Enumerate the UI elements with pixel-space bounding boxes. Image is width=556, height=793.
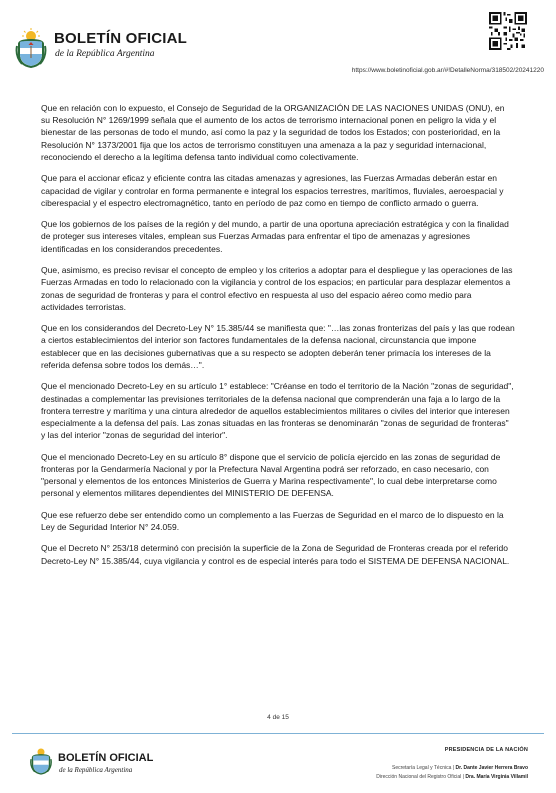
paragraph: Que el mencionado Decreto-Ley en su artículo 8° dispone que el servicio de policía ejercido en las zonas de seguridad de fronteras por la Gendarmería Nacional y por la Prefectura Naval Argentina podrá ser reforzado, en caso necesario, con "personal y elementos de los entonces Ministerios de Guerra y Marina respectivamente", lo cual debe interpretarse como personal y elementos militares dependientes del MINISTERIO DE DEFENSA. (41, 451, 501, 499)
paragraph: Que para el accionar eficaz y eficiente contra las citadas amenazas y agresiones, las Fuerzas Armadas deberán estar en capacidad de vigilar y controlar en forma permanente e integral los espacios terrestres, marítimos, fluviales, aeroespacial y ciberespacial y el espectro electromagnético, tanto en período de paz como en tiempo de conflicto armado o guerra. (41, 173, 504, 208)
footer-title: BOLETÍN OFICIAL (58, 752, 154, 764)
footer-subtitle: de la República Argentina (59, 766, 133, 774)
document-body (41, 102, 515, 576)
page-header (0, 0, 556, 80)
brand-subtitle: de la República Argentina (55, 49, 155, 59)
paragraph: Que los gobiernos de los países de la región y del mundo, a partir de una oportuna apreciación estratégica y con la finalidad de proteger sus intereses vitales, emplean sus Fuerzas Armadas para enfrentar el tipo de amenazas y agresiones identificadas en los considerandos precedentes. (41, 219, 509, 254)
credit-unit: Secretaría Legal y Técnica | (391, 765, 455, 771)
paragraph: Que en los considerandos del Decreto-Ley N° 15.385/44 se manifiesta que: "…las zonas fronterizas del país y las que rodean a ciertos establecimientos del interior son factores fundamentales de la defensa nacional, circunstancia que impone establecer que en las decisiones gubernativas que a su respecto se adopten deberán tener primacía los intereses de la referida defensa sobre todos los demás…". (41, 323, 515, 370)
credit-name: Dra. María Virginia Villamil (465, 774, 528, 780)
paragraph: Que el mencionado Decreto-Ley en su artículo 1° establece: "Créanse en todo el territorio de la Nación "zonas de seguridad", destinadas a complementar las previsiones territoriales de la defensa nacional que comprenderán una faja a lo largo de la frontera terrestre y marítima y una cintura alrededor de aquellos establecimientos militares o civiles del interior que interesen especialmente a la defensa del país. Las zonas situadas en las fronteras se denominarán "zonas de seguridad de fronteras" y las del interior "zonas de seguridad del interior". (41, 381, 514, 441)
document-url[interactable]: https://www.boletinoficial.gob.ar/#!DetalleNorma/318502/20241220 (351, 67, 544, 74)
footer-divider (12, 733, 544, 734)
paragraph: Que en relación con lo expuesto, el Consejo de Seguridad de la ORGANIZACIÓN DE LAS NACIONES UNIDAS (ONU), en su Resolución N° 1269/1999 señala que el aumento de los actos de terrorismo internacional ponen en peligro la vida y el bienestar de las personas de todo el mundo, así como la paz y la seguridad de todos los Estados; con posterioridad, en la Resolución N° 1373/2001 fija que los actos de terrorismo constituyen una amenaza a la paz y seguridad internacional, reconociendo el derecho a la legítima defensa tanto individual como colectivamente. (41, 103, 505, 162)
paragraph: Que el Decreto N° 253/18 determinó con precisión la superficie de la Zona de Seguridad de Fronteras creada por el referido Decreto-Ley N° 15.385/44, cuya vigilancia y control es de especial interés para todo el SISTEMA DE DEFENSA NACIONAL. (41, 543, 510, 566)
footer-coat-of-arms-icon (29, 746, 53, 775)
footer-credit-legal (392, 765, 528, 771)
coat-of-arms-icon (14, 28, 48, 68)
paragraph: Que, asimismo, es preciso revisar el concepto de empleo y los criterios a adoptar para el despliegue y las operaciones de las Fuerzas Armadas en todo lo relacionado con la vigilancia y control de los espacios; en particular para desplazar elementos a zonas de seguridad de fronteras y para el control efectivo en respuesta al uso del espacio aéreo como medio para actividades terroristas. (41, 265, 513, 312)
footer-credit-registry (376, 774, 528, 780)
credit-name: Dr. Dante Javier Herrera Bravo (455, 765, 528, 771)
page-number: 4 de 15 (267, 714, 289, 721)
footer-presidencia: PRESIDENCIA DE LA NACIÓN (444, 747, 528, 753)
paragraph: Que ese refuerzo debe ser entendido como un complemento a las Fuerzas de Seguridad en el marco de lo dispuesto en la Ley de Seguridad Interior N° 24.059. (41, 509, 504, 532)
qr-code-icon[interactable] (489, 12, 527, 50)
credit-unit: Dirección Nacional del Registro Oficial | (376, 774, 464, 780)
brand-title: BOLETÍN OFICIAL (54, 30, 187, 47)
